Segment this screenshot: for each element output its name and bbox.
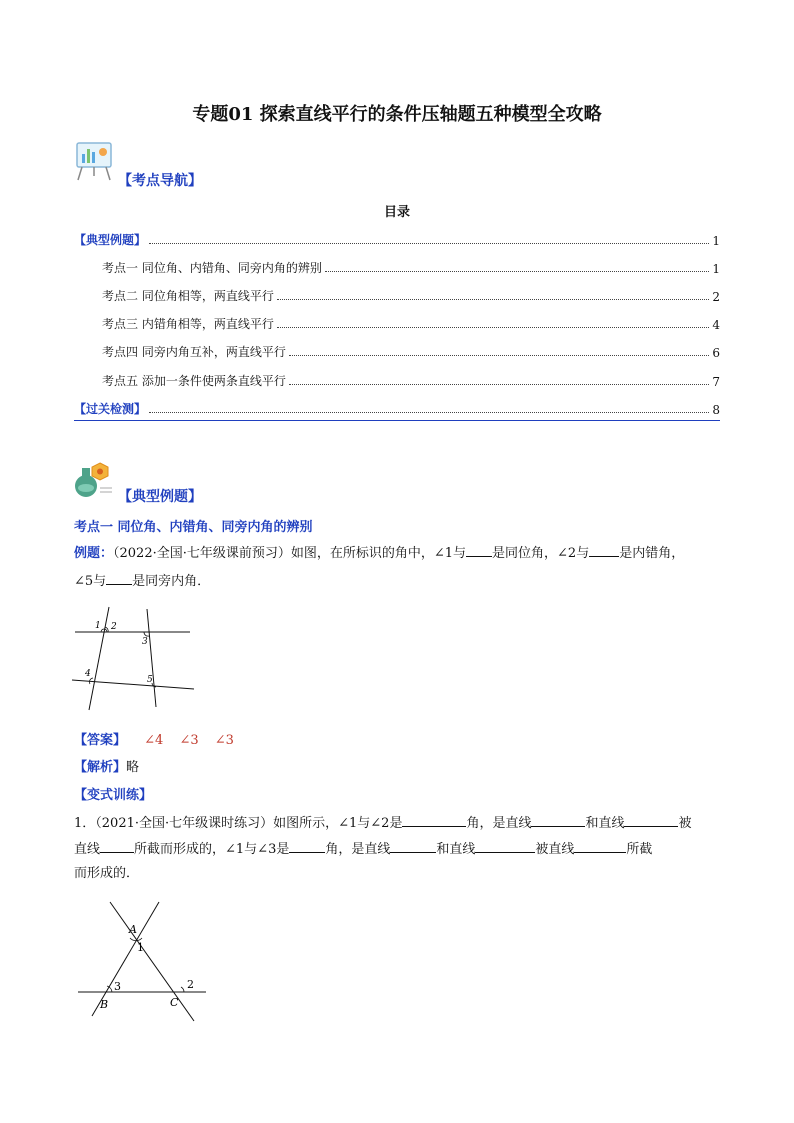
angle-label: 1 [95,621,101,631]
exercise-line [74,838,652,860]
toc-row[interactable] [102,256,720,276]
vertex-label: B [100,998,109,1011]
toc-page: 6 [712,346,720,360]
answer-value: ∠4 [144,733,164,748]
toc-label: 【过关检测】 [74,402,147,416]
vertex-label: A [129,923,137,936]
answer-blank[interactable] [574,838,626,853]
example-label: 例题： [74,546,114,561]
toc-label: 考点二 同位角相等，两直线平行 [102,289,274,303]
toc-heading: 目录 [383,205,410,220]
page-title: 专题01 探索直线平行的条件压轴题五种模型全攻略 [192,104,602,125]
toc-row[interactable] [74,228,720,248]
exercise-line: 而形成的． [74,866,140,881]
answer-blank[interactable] [402,812,466,827]
example-text-segment: （2022·全国·七年级课前预习）如图，在所标识的角中，∠1与 [113,546,467,561]
example-text [74,542,724,564]
section-header: 【典型例题】 [118,489,202,505]
exercise-text-segment: 和直线 [436,842,476,857]
toc-label: 考点一 同位角、内错角、同旁内角的辨别 [102,261,322,275]
toc-bottom-rule [74,420,720,421]
answer-blank[interactable] [531,812,585,827]
answer-blank[interactable] [466,542,492,557]
toc-leader [149,243,709,244]
toc-label: 考点五 添加一条件使两条直线平行 [102,374,286,388]
answer-blank[interactable] [100,838,134,853]
toc-row[interactable] [102,312,720,332]
toc-page: 2 [712,290,720,304]
presentation-board-icon [74,140,114,182]
answer-label: 【答案】 [74,733,127,748]
toc-page: 1 [712,234,720,248]
angle-label: 4 [85,669,91,679]
variant-header: 【变式训练】 [74,788,153,803]
toc-leader [325,271,710,272]
toc-leader [277,327,710,328]
figure-triangle [74,896,214,1026]
exercise-text-segment: 所截 [626,842,653,857]
answer-value: ∠3 [214,733,234,748]
toc-leader [149,412,709,413]
analysis-line [74,758,139,778]
figure-parallel-lines [70,605,200,715]
example-text-segment: ∠5与 [74,574,107,589]
exercise-text-segment: 1．（2021·全国·七年级课时练习）如图所示，∠1与∠2是 [74,816,403,831]
vertex-label: C [170,996,179,1009]
toc-label: 考点四 同旁内角互补，两直线平行 [102,345,286,359]
answer-line [74,731,234,751]
example-text-segment: 是同旁内角． [132,574,211,589]
toc-leader [277,299,710,300]
toc-row[interactable] [74,397,720,417]
toc-row[interactable] [102,284,720,304]
analysis-label: 【解析】 [74,760,127,775]
toc-label: 考点三 内错角相等，两直线平行 [102,317,274,331]
toc-page: 1 [712,262,720,276]
angle-label: 3 [142,637,148,647]
toc-leader [289,384,710,385]
toc-page: 7 [712,375,720,389]
answer-blank[interactable] [106,570,132,585]
example-text-segment: 是内错角， [619,546,685,561]
exercise-line [74,812,692,834]
exercise-text-segment: 角，是直线 [466,816,532,831]
toc-leader [289,355,710,356]
toc-page: 8 [712,403,720,417]
exercise-text-segment: 被 [678,816,692,831]
toc-row[interactable] [102,369,720,389]
angle-label: 1 [137,941,144,954]
example-text-line2 [74,570,210,592]
answer-blank[interactable] [289,838,325,853]
angle-label: 3 [114,980,121,993]
angle-label: 2 [111,622,117,632]
toc-row[interactable] [102,340,720,360]
flask-icon [72,460,114,498]
answer-blank[interactable] [624,812,678,827]
kaodian-title: 考点一 同位角、内错角、同旁内角的辨别 [74,520,313,535]
answer-blank[interactable] [390,838,436,853]
angle-label: 5 [147,675,153,685]
exercise-text-segment: 被直线 [535,842,575,857]
toc-label: 【典型例题】 [74,233,147,247]
exercise-text-segment: 所截而形成的，∠1与∠3是 [134,842,290,857]
exercise-text-segment: 和直线 [585,816,625,831]
angle-label: 2 [187,978,194,991]
analysis-text: 略 [126,760,140,775]
answer-blank[interactable] [475,838,535,853]
example-text-segment: 是同位角，∠2与 [492,546,590,561]
toc-page: 4 [712,318,720,332]
exercise-text-segment: 角，是直线 [325,842,391,857]
answer-blank[interactable] [589,542,619,557]
exercise-text-segment: 直线 [74,842,101,857]
nav-header: 【考点导航】 [118,173,202,189]
answer-value: ∠3 [179,733,199,748]
